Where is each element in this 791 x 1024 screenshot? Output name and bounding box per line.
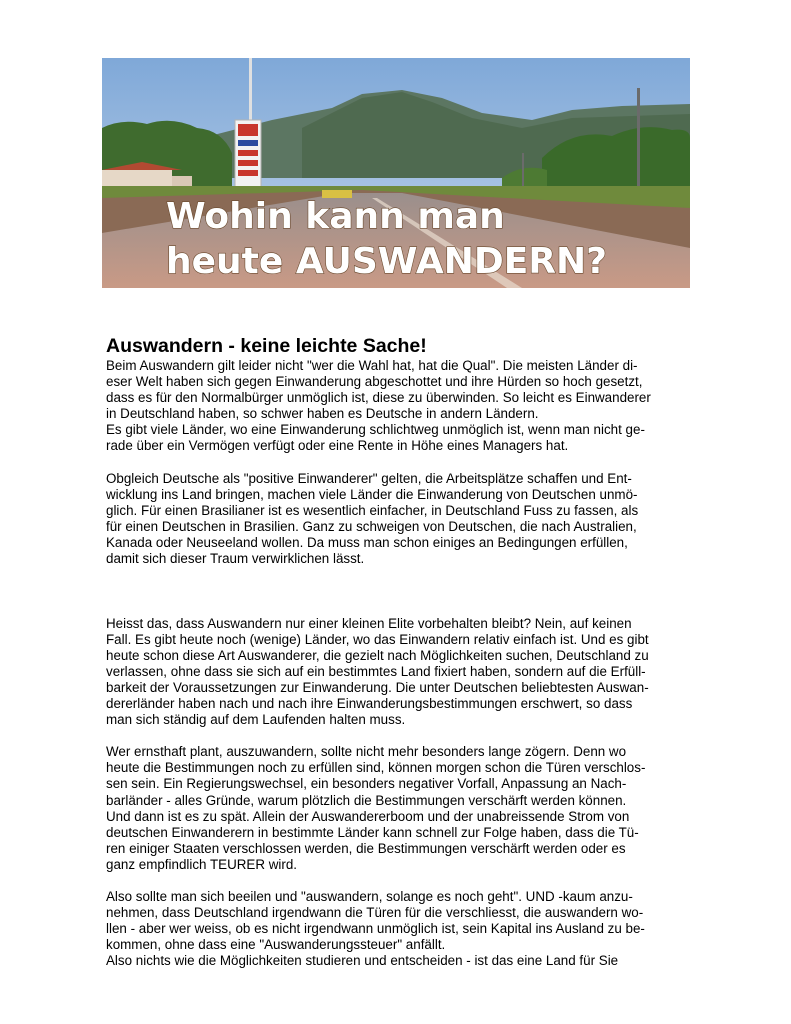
paragraph xyxy=(106,744,696,873)
text-line: damit sich dieser Traum verwirklichen lässt. xyxy=(106,551,365,567)
text-line: deutschen Einwanderern in bestimmte Länder kann schnell zur Folge haben, dass die Tü- xyxy=(106,824,639,840)
text-line: glich. Für einen Brasilianer ist es wesentlich einfacher, in Deutschland Fuss zu fassen, als xyxy=(106,502,639,518)
text-line: man sich ständig auf dem Laufenden halten muss. xyxy=(106,712,406,728)
article-title: Auswandern - keine leichte Sache! xyxy=(106,335,427,357)
text-line: Also sollte man sich beeilen und "auswandern, solange es noch geht". UND -kaum anzu- xyxy=(106,889,633,905)
text-line: kommen, ohne dass eine "Auswanderungssteuer" anfällt. xyxy=(106,937,446,953)
text-line: Wer ernsthaft plant, auszuwandern, sollte nicht mehr besonders lange zögern. Denn wo xyxy=(106,744,627,760)
paragraph-spacer xyxy=(106,873,696,889)
text-line: ren einiger Staaten verschlossen werden, die Bestimmungen verschärft werden oder es xyxy=(106,840,626,856)
text-line: ganz empfindlich TEURER wird. xyxy=(106,856,298,872)
header-banner-image xyxy=(102,58,690,288)
text-line: nehmen, dass Deutschland irgendwann die Türen für die verschliesst, die auswandern wo- xyxy=(106,905,644,921)
text-line: Heisst das, dass Auswandern nur einer kleinen Elite vorbehalten bleibt? Nein, auf keinen xyxy=(106,615,632,631)
text-line: Und dann ist es zu spät. Allein der Auswandererboom und der unabreissende Strom von xyxy=(106,808,630,824)
text-line: Kanada oder Neuseeland wollen. Da muss man schon einiges an Bedingungen erfüllen, xyxy=(106,535,628,551)
banner-line-2: heute AUSWANDERN? xyxy=(166,241,608,282)
paragraph xyxy=(106,616,696,729)
text-line: dererländer haben nach und nach ihre Einwanderungsbestimmungen erschwert, so dass xyxy=(106,695,633,711)
text-line: eser Welt haben sich gegen Einwanderung abgeschottet und ihre Hürden so hoch gesetzt, xyxy=(106,374,643,390)
text-line: dass es für den Normalbürger unmöglich ist, diese zu überwinden. So leicht es Einwanderer xyxy=(106,390,651,406)
paragraph xyxy=(106,471,696,568)
text-line: Fall. Es gibt heute noch (wenige) Länder, wo das Einwandern relativ einfach ist. Und es gibt xyxy=(106,631,649,647)
paragraph xyxy=(106,358,696,455)
paragraph xyxy=(106,889,696,969)
text-line: rade über ein Vermögen verfügt oder eine Rente in Höhe eines Managers hat. xyxy=(106,438,569,454)
text-line: heute die Bestimmungen noch zu erfüllen sind, können morgen schon die Türen verschlos- xyxy=(106,760,646,776)
paragraph-spacer xyxy=(106,728,696,744)
text-line: Obgleich Deutsche als "positive Einwanderer" gelten, die Arbeitsplätze schaffen und Ent- xyxy=(106,470,632,486)
text-line: in Deutschland haben, so schwer haben es Deutsche in andern Ländern. xyxy=(106,406,539,422)
banner-line-1: Wohin kann man xyxy=(166,196,505,237)
text-line: Es gibt viele Länder, wo eine Einwanderung schlichtweg unmöglich ist, wenn man nicht ge- xyxy=(106,422,645,438)
text-line: für einen Deutschen in Brasilien. Ganz zu schweigen von Deutschen, die nach Australien, xyxy=(106,518,637,534)
text-line: Also nichts wie die Möglichkeiten studieren und entscheiden - ist das eine Land für Sie xyxy=(106,953,619,969)
text-line: sen sein. Ein Regierungswechsel, ein besonders negativer Vorfall, Anpassung an Nach- xyxy=(106,776,627,792)
text-line: barkeit der Voraussetzungen zur Einwanderung. Die unter Deutschen beliebtesten Auswan- xyxy=(106,679,649,695)
text-line: verlassen, ohne dass sie sich auf ein bestimmtes Land fixiert haben, sondern auf die Erfüll- xyxy=(106,663,646,679)
paragraph-spacer xyxy=(106,455,696,471)
paragraph-spacer xyxy=(106,567,696,599)
article-body xyxy=(106,358,696,970)
text-line: Beim Auswandern gilt leider nicht "wer die Wahl hat, hat die Qual". Die meisten Länder di- xyxy=(106,358,638,373)
paragraph-spacer xyxy=(106,599,696,615)
text-line: llen - aber wer weiss, ob es nicht irgendwann unmöglich ist, sein Kapital ins Ausland zu be- xyxy=(106,921,645,937)
text-line: wicklung ins Land bringen, machen viele Länder die Einwanderung von Deutschen unmö- xyxy=(106,486,638,502)
text-line: heute schon diese Art Auswanderer, die gezielt nach Möglichkeiten suchen, Deutschland zu xyxy=(106,647,649,663)
text-line: barländer - alles Gründe, warum plötzlich die Bestimmungen verschärft werden können. xyxy=(106,792,627,808)
